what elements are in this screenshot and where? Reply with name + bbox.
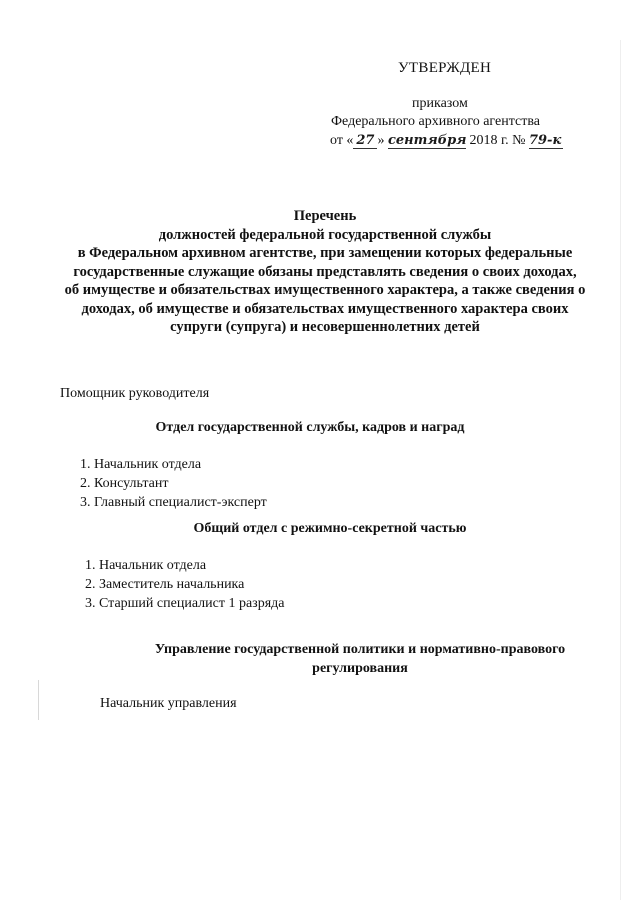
title-line-5: об имуществе и обязательствах имущественного характера, а также сведения о <box>64 282 586 298</box>
list-item: 1. Начальник отдела <box>80 457 202 472</box>
scan-artifact <box>38 680 39 720</box>
title-line-7: супруги (супруга) и несовершеннолетних детей <box>170 319 480 335</box>
scan-edge <box>620 40 621 900</box>
section-3-item: Начальник управления <box>100 696 237 711</box>
document-title <box>40 207 610 337</box>
list-item: 3. Старший специалист 1 разряда <box>85 596 285 611</box>
title-line-3: в Федеральном архивном агентстве, при замещении которых федеральные <box>77 245 573 261</box>
section-2-heading: Общий отдел с режимно-секретной частью <box>193 521 467 536</box>
date-year: 2018 г. № <box>469 133 526 148</box>
date-day: 27 <box>353 133 377 149</box>
title-line-2: должностей федеральной государственной службы <box>158 226 492 243</box>
list-item: 3. Главный специалист-эксперт <box>80 495 267 510</box>
agency-name: Федерального архивного агентства <box>331 114 540 129</box>
order-number: 79-к <box>528 133 562 148</box>
date-prefix: от « <box>330 133 354 148</box>
section-3-heading <box>110 640 610 678</box>
list-item: 1. Начальник отдела <box>85 558 207 573</box>
order-word: приказом <box>412 96 468 111</box>
approved-label: УТВЕРЖДЕН <box>398 60 492 76</box>
title-line-4: государственные служащие обязаны представлять сведения о своих доходах, <box>73 263 577 280</box>
title-line-1: Перечень <box>293 208 357 224</box>
date-month: сентября <box>387 133 467 148</box>
section-3-heading-line-1: Управление государственной политики и нормативно-правового <box>154 642 566 657</box>
section-3-heading-line-2: регулирования <box>312 661 408 676</box>
list-item: 2. Консультант <box>80 476 169 491</box>
order-date-line <box>330 133 563 149</box>
section-1-heading: Отдел государственной службы, кадров и наград <box>155 420 465 435</box>
section-2-list <box>85 556 285 613</box>
section-1-list <box>80 455 267 512</box>
assistant-position: Помощник руководителя <box>60 386 210 401</box>
list-item: 2. Заместитель начальника <box>85 577 245 592</box>
date-mid: » <box>377 133 385 148</box>
title-line-6: доходах, об имуществе и обязательствах имущественного характера своих <box>81 300 569 317</box>
